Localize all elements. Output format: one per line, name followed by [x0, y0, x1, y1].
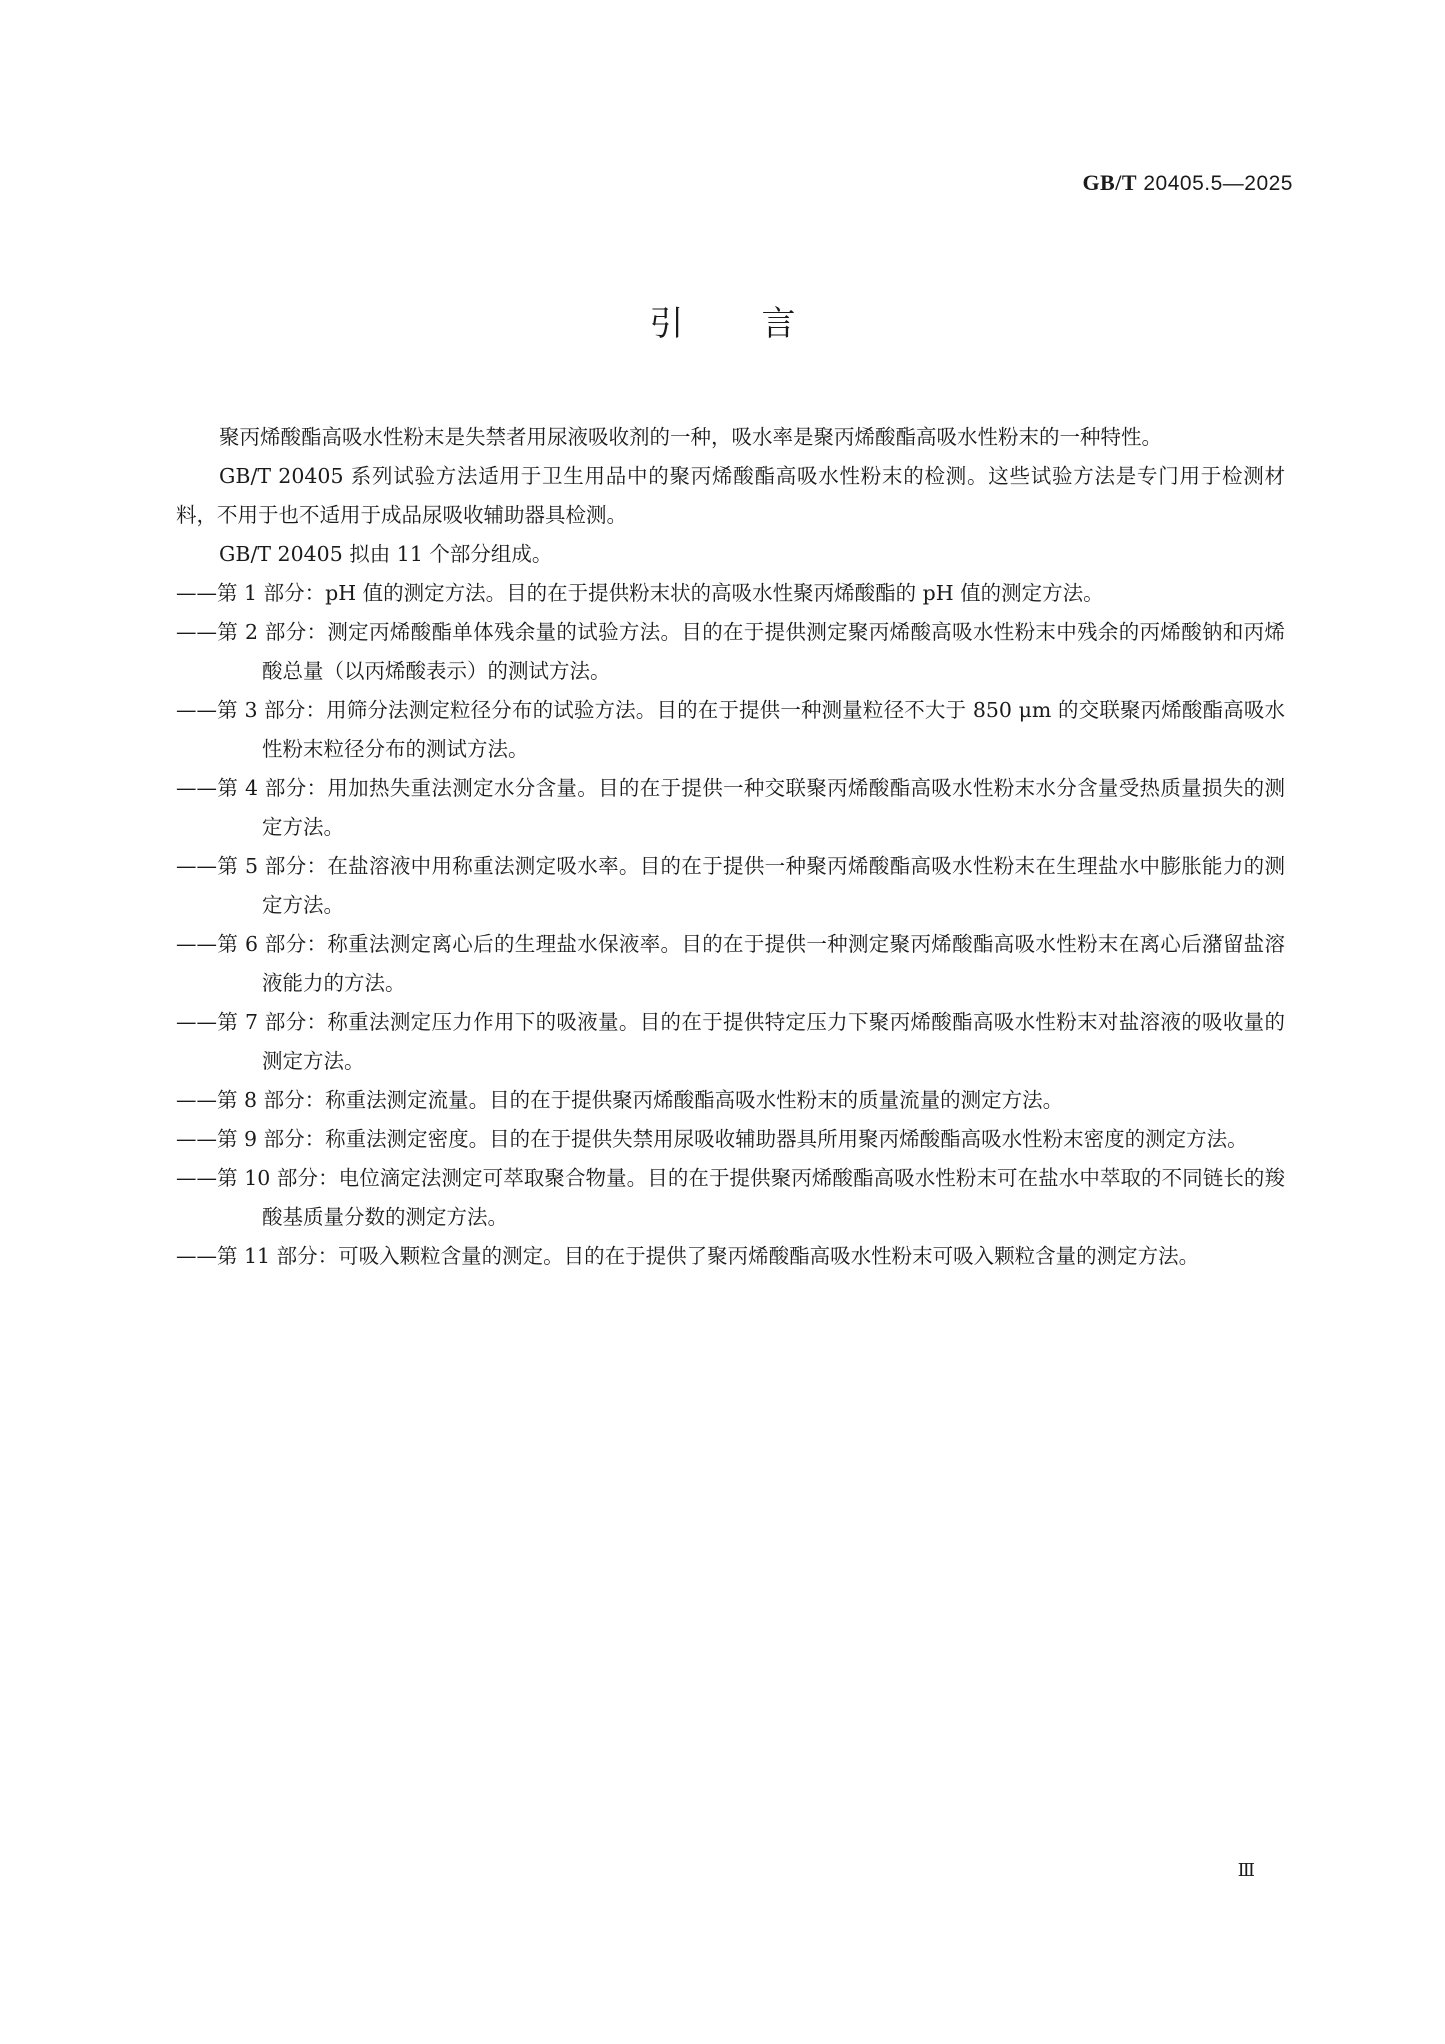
- list-item: ——第 8 部分：称重法测定流量。目的在于提供聚丙烯酸酯高吸水性粉末的质量流量的测定方法。: [176, 1088, 1064, 1112]
- list-item: ——第 11 部分：可吸入颗粒含量的测定。目的在于提供了聚丙烯酸酯高吸水性粉末可吸入颗粒含量的测定方法。: [176, 1244, 1200, 1268]
- document-body: [176, 418, 1285, 1276]
- intro-paragraph: GB/T 20405 拟由 11 个部分组成。: [219, 542, 553, 566]
- intro-paragraph: GB/T 20405 系列试验方法适用于卫生用品中的聚丙烯酸酯高吸水性粉末的检测。这些试验方法是专门用于检测材料，不用于也不适用于成品尿吸收辅助器具检测。: [176, 464, 1285, 527]
- list-item: ——第 10 部分：电位滴定法测定可萃取聚合物量。目的在于提供聚丙烯酸酯高吸水性粉末可在盐水中萃取的不同链长的羧酸基质量分数的测定方法。: [176, 1166, 1285, 1229]
- page-title: 引言: [649, 304, 874, 344]
- list-item: ——第 4 部分：用加热失重法测定水分含量。目的在于提供一种交联聚丙烯酸酯高吸水性粉末水分含量受热质量损失的测定方法。: [176, 776, 1285, 839]
- list-item: ——第 9 部分：称重法测定密度。目的在于提供失禁用尿吸收辅助器具所用聚丙烯酸酯高吸水性粉末密度的测定方法。: [176, 1127, 1248, 1151]
- page-number: Ⅲ: [1237, 1860, 1255, 1881]
- standard-code: [1082, 170, 1293, 196]
- standard-code-prefix: GB/T: [1082, 170, 1138, 195]
- intro-paragraph: 聚丙烯酸酯高吸水性粉末是失禁者用尿液吸收剂的一种，吸水率是聚丙烯酸酯高吸水性粉末的一种特性。: [219, 425, 1162, 449]
- list-item: ——第 6 部分：称重法测定离心后的生理盐水保液率。目的在于提供一种测定聚丙烯酸酯高吸水性粉末在离心后潴留盐溶液能力的方法。: [176, 932, 1285, 995]
- list-item: ——第 5 部分：在盐溶液中用称重法测定吸水率。目的在于提供一种聚丙烯酸酯高吸水性粉末在生理盐水中膨胀能力的测定方法。: [176, 854, 1285, 917]
- standard-code-number: 20405.5—2025: [1143, 172, 1293, 195]
- list-item: ——第 2 部分：测定丙烯酸酯单体残余量的试验方法。目的在于提供测定聚丙烯酸高吸水性粉末中残余的丙烯酸钠和丙烯酸总量（以丙烯酸表示）的测试方法。: [176, 620, 1285, 683]
- list-item: ——第 1 部分：pH 值的测定方法。目的在于提供粉末状的高吸水性聚丙烯酸酯的 pH 值的测定方法。: [176, 581, 1104, 605]
- parts-list: [176, 574, 1285, 1276]
- list-item: ——第 7 部分：称重法测定压力作用下的吸液量。目的在于提供特定压力下聚丙烯酸酯高吸水性粉末对盐溶液的吸收量的测定方法。: [176, 1010, 1285, 1073]
- list-item: ——第 3 部分：用筛分法测定粒径分布的试验方法。目的在于提供一种测量粒径不大于 850 μm 的交联聚丙烯酸酯高吸水性粉末粒径分布的测试方法。: [176, 698, 1285, 761]
